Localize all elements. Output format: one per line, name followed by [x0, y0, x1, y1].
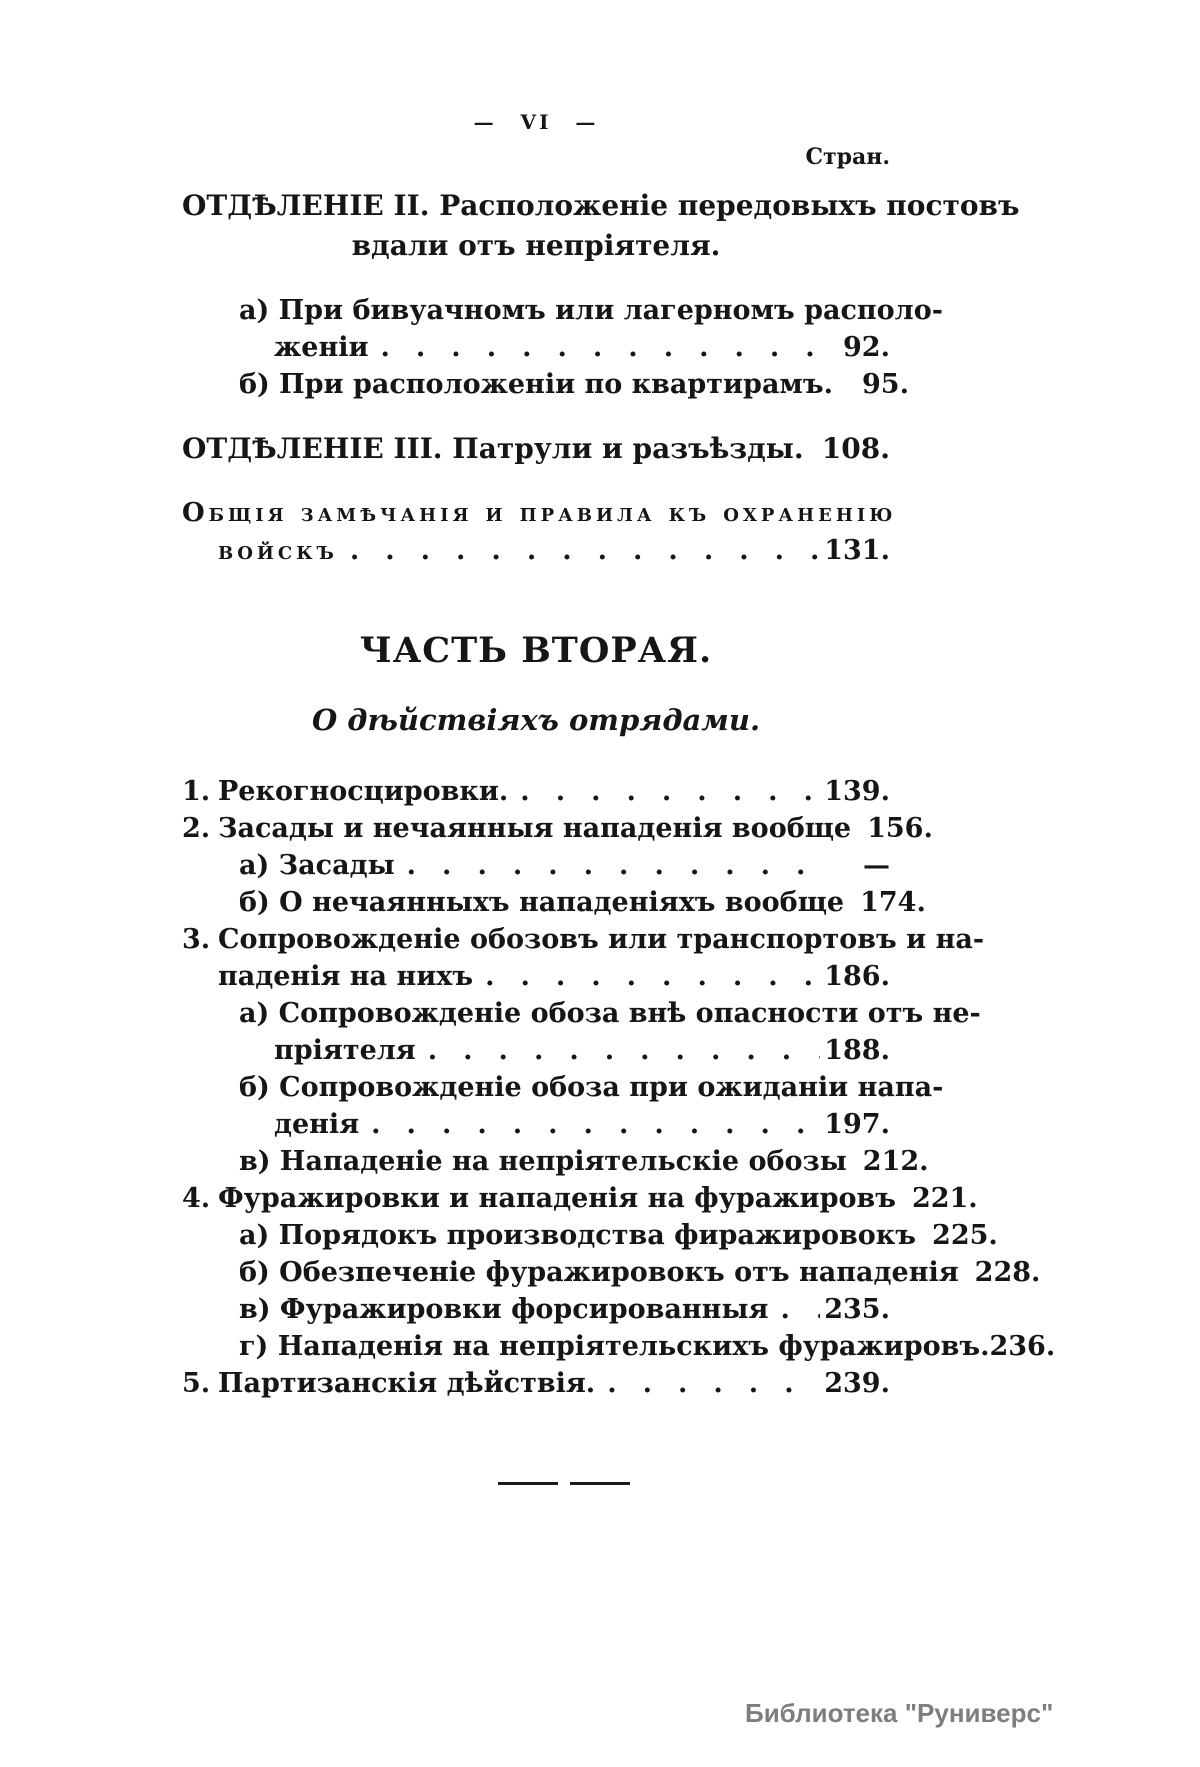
toc-page-number: 235.: [824, 1294, 890, 1325]
toc-page-number: 174.: [860, 887, 926, 918]
toc-row-title: б) О нечаянныхъ нападеніяхъ вообще: [239, 887, 845, 918]
toc-page-number: 225.: [932, 1220, 998, 1251]
toc-row: [182, 1143, 929, 1180]
dot-leader: [428, 1032, 820, 1069]
dot-leader: [485, 958, 820, 995]
toc-row-title: в) Нападеніе на непріятельскіе обозы: [239, 1146, 847, 1177]
toc-row: [182, 1254, 1041, 1291]
toc-page-number: 188.: [824, 1035, 890, 1066]
toc-row-title: Партизанскія дѣйствія.: [218, 1368, 596, 1399]
toc-row: [182, 1180, 978, 1217]
dot-leader: [350, 532, 820, 569]
toc-page-number: 92.: [843, 332, 890, 363]
dot-leader: [371, 1106, 820, 1143]
toc-row: [182, 773, 890, 810]
toc-page-number: 197.: [824, 1109, 890, 1140]
toc-page-number: 228.: [974, 1257, 1041, 1288]
toc-row: [182, 186, 1020, 226]
toc-row-title: денія: [274, 1109, 360, 1140]
toc-row-title: пріятеля: [274, 1035, 416, 1066]
toc-row: [182, 366, 909, 403]
toc-row-title: Рекогносцировки.: [218, 776, 509, 807]
toc-row: [182, 226, 890, 266]
toc-row-title: войскъ: [218, 536, 338, 566]
toc-row: [182, 329, 890, 366]
end-divider: [498, 1482, 630, 1485]
toc-row: [182, 1217, 998, 1254]
toc-row-title: Засады и нечаянныя нападенія вообще: [218, 813, 852, 844]
toc-page-number: 212.: [862, 1146, 929, 1177]
dot-leader: [816, 429, 818, 469]
toc-page-number: 108.: [821, 432, 890, 465]
part2-title: ЧАСТЬ ВТОРАЯ.: [359, 630, 713, 671]
toc-row: [182, 1032, 890, 1069]
toc-row-title: б) При расположеніи по квартирамъ.: [239, 369, 833, 400]
dot-leader: [520, 773, 820, 810]
toc-page-number: —: [863, 850, 890, 881]
dot-leader: [381, 329, 827, 366]
toc-row: [182, 1291, 890, 1328]
toc-page-number: 156.: [867, 813, 933, 844]
divider-segment: [570, 1482, 630, 1485]
toc-row: [182, 1069, 944, 1106]
toc-row-title: в) Фуражировки форсированныя: [239, 1294, 769, 1325]
toc-page-number: 131.: [824, 535, 890, 566]
toc-part1-rows: [182, 186, 1020, 570]
dot-leader: [780, 1291, 820, 1328]
toc-page-number: 95.: [862, 369, 909, 400]
toc-row: [182, 1328, 1056, 1365]
toc-row: [182, 532, 890, 570]
toc-row-title: б) Сопровожденіе обоза при ожиданіи напа-: [239, 1072, 944, 1103]
toc-row: [182, 1365, 890, 1402]
toc-row: [182, 921, 985, 958]
part2-subtitle: О дѣйствіяхъ отрядами.: [311, 703, 761, 737]
toc-row: [182, 995, 981, 1032]
toc-row: [182, 810, 933, 847]
toc-row-title: г) Нападенія на непріятельскихъ фуражировъ.: [239, 1331, 990, 1362]
toc-row-title: ОТДѢЛЕНІЕ II. Расположеніе передовыхъ постовъ: [182, 189, 1020, 222]
toc-row: [182, 1106, 890, 1143]
toc-row-title: а) Сопровожденіе обоза внѣ опасности отъ не-: [239, 998, 981, 1029]
toc-row: [182, 495, 897, 532]
toc-row-title: Сопровожденіе обозовъ или транспортовъ и на-: [218, 924, 985, 955]
toc-row-title: а) Засады: [239, 850, 395, 881]
divider-segment: [498, 1482, 558, 1485]
toc-row-title: а) Порядокъ производства фиражировокъ: [239, 1220, 917, 1251]
dot-leader: [407, 847, 826, 884]
toc-page-number: 236.: [989, 1331, 1056, 1362]
toc-row-title: ОТДѢЛЕНІЕ III. Патрули и разъѣзды.: [182, 432, 804, 465]
toc-row-number: 1.: [182, 776, 211, 807]
toc-row-number: 4.: [182, 1183, 211, 1214]
toc-row-title: паденія на нихъ: [218, 961, 474, 992]
toc-page-number: 139.: [824, 776, 890, 807]
toc-row-title: Фуражировки и нападенія на фуражировъ: [218, 1183, 896, 1214]
toc-row-title: женіи: [274, 332, 369, 363]
toc-page-number: 221.: [911, 1183, 978, 1214]
page-column-label: Стран.: [805, 144, 890, 170]
toc-row: [182, 847, 890, 884]
toc-row-title: б) Обезпеченіе фуражировокъ отъ нападенія: [239, 1257, 959, 1288]
library-watermark: Библиотека "Руниверс": [745, 1698, 1054, 1728]
toc-content: [182, 0, 1056, 1485]
toc-row-title: вдали отъ непріятеля.: [351, 229, 721, 262]
toc-row-number: 2.: [182, 813, 211, 844]
toc-row: [182, 292, 943, 329]
toc-row: [182, 884, 926, 921]
dot-leader: [607, 1365, 820, 1402]
toc-row: [182, 429, 890, 469]
toc-row-title: Общія замѣчанія и правила къ охраненію: [182, 498, 897, 528]
toc-row-title: а) При бивуачномъ или лагерномъ располо-: [239, 295, 943, 326]
toc-page-number: 186.: [824, 961, 890, 992]
toc-part2-rows: [182, 773, 1056, 1402]
toc-row: [182, 958, 890, 995]
page-number-header: — VI —: [473, 110, 599, 134]
toc-row-number: 3.: [182, 924, 211, 955]
toc-row-number: 5.: [182, 1368, 211, 1399]
toc-page-number: 239.: [824, 1368, 890, 1399]
